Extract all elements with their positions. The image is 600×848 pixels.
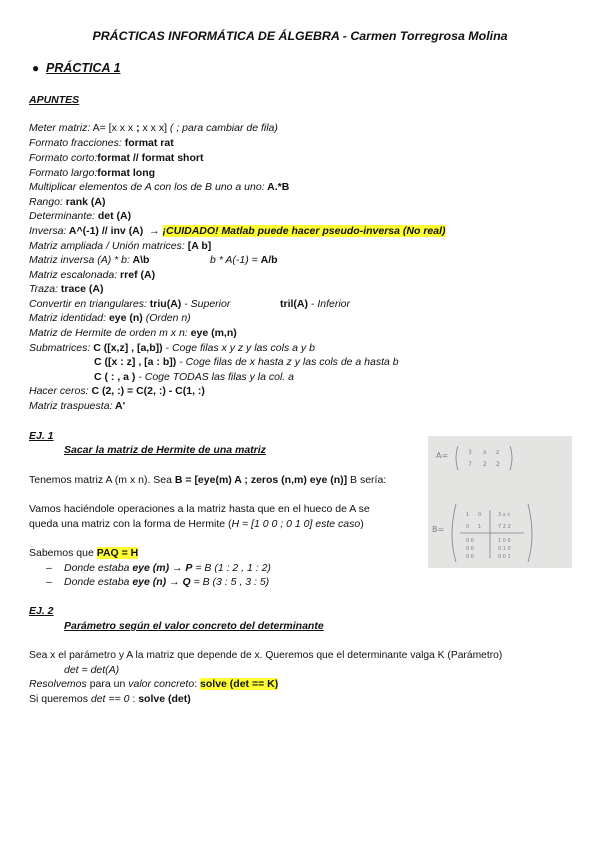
exercise-1-label: EJ. 1 [29, 430, 54, 442]
note-row: Matriz escalonada: rref (A) [29, 269, 156, 281]
note-row: Matriz de Hermite de orden m x n: eye (m,n) [29, 327, 237, 339]
paragraph: queda una matriz con la forma de Hermite (H = [1 0 0 ; 0 1 0] este caso) [29, 518, 364, 530]
svg-text:1: 1 [466, 512, 470, 518]
paragraph: Vamos haciéndole operaciones a la matriz hasta que en el hueco de A se [29, 503, 370, 515]
svg-text:1: 1 [478, 524, 482, 530]
exercise-2-subtitle: Parámetro según el valor concreto del determinante [64, 620, 324, 632]
bullet-icon: ● [32, 61, 40, 75]
svg-text:0 0: 0 0 [466, 554, 474, 560]
warning-highlight: ¡CUIDADO! Matlab puede hacer pseudo-inversa (No real) [162, 225, 446, 237]
list-item: Donde estaba eye (n) → Q = B (3 : 5 , 3 : 5) [64, 576, 270, 588]
svg-text:2: 2 [483, 461, 487, 468]
dash-icon: – [46, 576, 52, 588]
note-row: Rango: rank (A) [29, 196, 106, 208]
paragraph: Resolvemos para un valor concreto: solve (det == K) [29, 678, 279, 690]
page-title: PRÁCTICAS INFORMÁTICA DE ÁLGEBRA - Carmen Torregrosa Molina [92, 29, 508, 43]
note-row: Matriz ampliada / Unión matrices: [A b] [29, 240, 212, 252]
svg-text:0 1 0: 0 1 0 [498, 546, 511, 552]
section-heading: PRÁCTICA 1 [46, 61, 121, 75]
note-row: b * A(-1) = A/b [210, 254, 278, 266]
svg-text:0 0: 0 0 [466, 538, 474, 544]
exercise-1-subtitle: Sacar la matriz de Hermite de una matriz [64, 444, 266, 456]
svg-text:x: x [483, 449, 487, 456]
note-row: tril(A) - Inferior [280, 298, 351, 310]
svg-text:B=: B= [432, 525, 445, 534]
svg-text:2: 2 [496, 461, 500, 468]
svg-text:0 0: 0 0 [466, 546, 474, 552]
svg-text:3 x z: 3 x z [498, 512, 510, 518]
svg-text:z: z [496, 449, 500, 456]
svg-text:7 2 2: 7 2 2 [498, 524, 511, 530]
svg-text:0: 0 [466, 524, 470, 530]
note-row: Formato largo:format long [29, 167, 156, 179]
note-row: Determinante: det (A) [29, 210, 132, 222]
paragraph: Sabemos que PAQ = H [29, 547, 139, 559]
solve-highlight: solve (det == K) [200, 678, 279, 690]
paragraph: det = det(A) [64, 664, 120, 676]
list-item: Donde estaba eye (m) → P = B (1 : 2 , 1 : 2) [64, 562, 271, 574]
dash-icon: – [46, 562, 52, 574]
note-row: Matriz inversa (A) * b: A\b [29, 254, 150, 266]
arrow-icon: → [149, 225, 163, 237]
matrix-sketch-icon [428, 436, 572, 568]
exercise-2-label: EJ. 2 [29, 605, 54, 617]
note-row: Formato corto:format // format short [29, 152, 204, 164]
apuntes-heading: APUNTES [29, 94, 80, 106]
note-row: C ([x : z] , [a : b]) - Coge filas de x hasta z y las cols de a hasta b [94, 356, 399, 368]
svg-text:3: 3 [468, 449, 472, 456]
svg-text:0: 0 [478, 512, 482, 518]
note-row: Matriz traspuesta: A' [29, 400, 126, 412]
paragraph: Tenemos matriz A (m x n). Sea B = [eye(m) A ; zeros (n,m) eye (n)] B sería: [29, 474, 387, 486]
note-row: C ( : , a ) - Coge TODAS las filas y la col. a [94, 371, 294, 383]
note-row: Convertir en triangulares: triu(A) - Superior [29, 298, 231, 310]
svg-text:1 0 0: 1 0 0 [498, 538, 511, 544]
note-row: Traza: trace (A) [29, 283, 104, 295]
paq-highlight: PAQ = H [96, 547, 139, 559]
note-row: Formato fracciones: format rat [29, 137, 174, 149]
svg-text:A=: A= [436, 451, 449, 460]
note-row: Matriz identidad: eye (n) (Orden n) [29, 312, 191, 324]
svg-text:0 0 1: 0 0 1 [498, 554, 511, 560]
note-row: Multiplicar elementos de A con los de B uno a uno: A.*B [29, 181, 290, 193]
note-row: Inversa: A^(-1) // inv (A) → ¡CUIDADO! Matlab puede hacer pseudo-inversa (No real) [29, 225, 446, 237]
paragraph: Sea x el parámetro y A la matriz que depende de x. Queremos que el determinante valga K (Parámetro) [29, 650, 503, 661]
note-row: Submatrices: C ([x,z] , [a,b]) - Coge filas x y z y las cols a y b [29, 342, 315, 354]
svg-text:7: 7 [468, 461, 472, 468]
paragraph: Si queremos det == 0 : solve (det) [29, 693, 191, 705]
note-row: Hacer ceros: C (2, :) = C(2, :) - C(1, :) [29, 385, 205, 397]
note-row: Meter matriz: A= [x x x ; x x x] ( ; para cambiar de fila) [29, 122, 278, 134]
handwritten-matrix-photo [428, 436, 572, 568]
